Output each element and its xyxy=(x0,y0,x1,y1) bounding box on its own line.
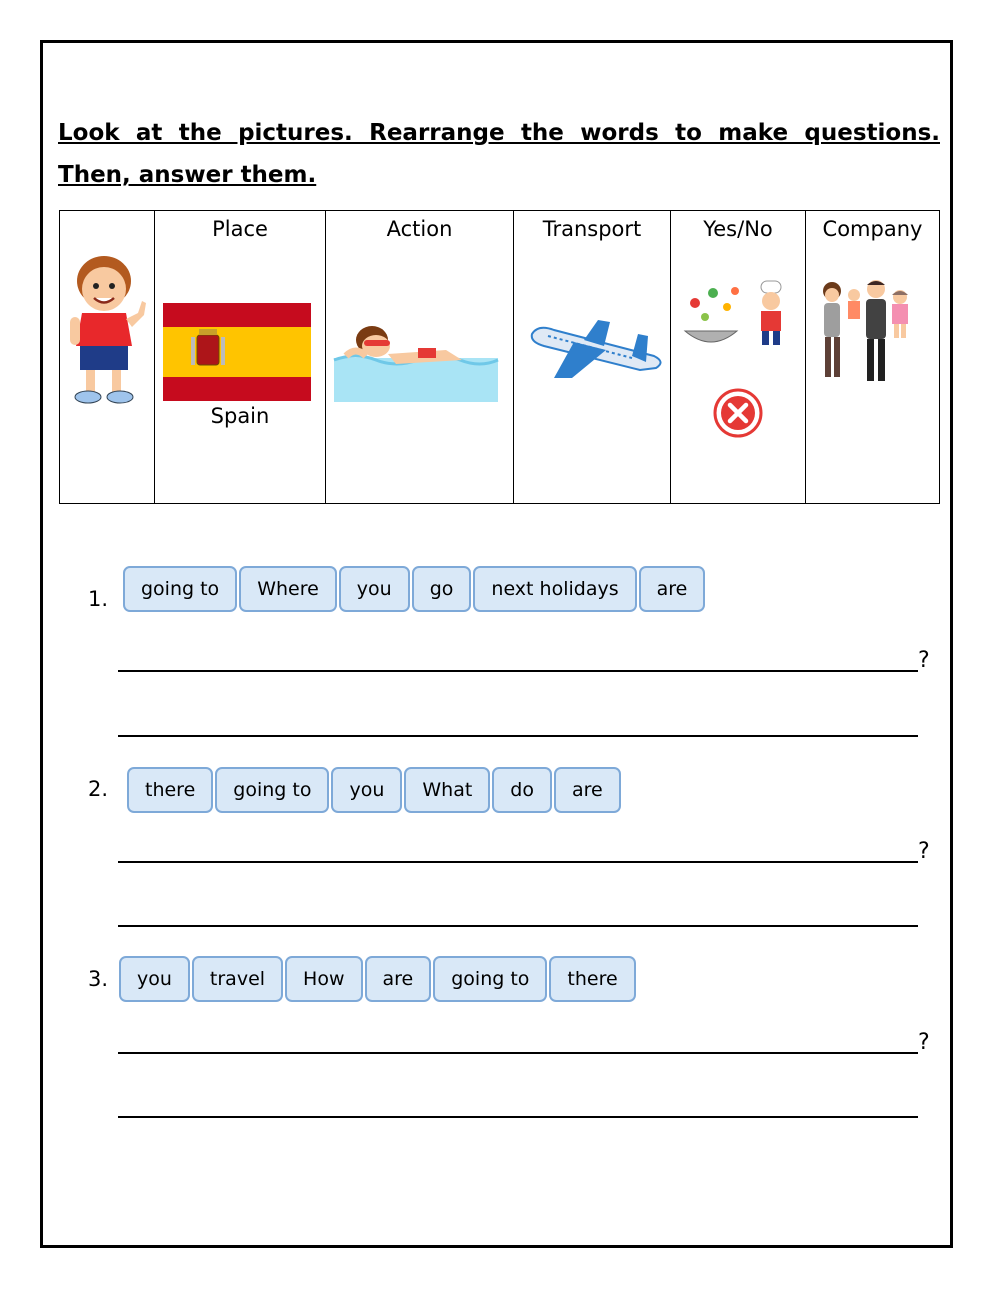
word-tile[interactable]: travel xyxy=(192,956,283,1002)
spain-flag-icon xyxy=(155,301,326,403)
word-tile[interactable]: are xyxy=(365,956,432,1002)
word-tile[interactable]: going to xyxy=(123,566,237,612)
word-tile[interactable]: going to xyxy=(433,956,547,1002)
column-label-yes-no: Yes/No xyxy=(703,217,773,241)
word-tile[interactable]: How xyxy=(285,956,362,1002)
boy-thumbs-up-icon xyxy=(60,241,155,421)
exercise-number: 2. xyxy=(88,777,109,801)
exercise-number: 1. xyxy=(88,587,109,611)
question-answer-line[interactable] xyxy=(118,670,918,672)
answer-line[interactable] xyxy=(118,925,918,927)
question-mark: ? xyxy=(918,1030,930,1055)
word-tile[interactable]: are xyxy=(639,566,706,612)
word-tile[interactable]: you xyxy=(119,956,190,1002)
word-tile[interactable]: go xyxy=(412,566,472,612)
column-label-action: Action xyxy=(386,217,453,241)
action-cell xyxy=(326,211,514,504)
word-tile[interactable]: you xyxy=(339,566,410,612)
red-cross-icon xyxy=(671,387,806,439)
word-tile[interactable]: you xyxy=(331,767,402,813)
airplane-icon xyxy=(514,316,671,386)
word-tiles xyxy=(127,767,621,813)
word-tile[interactable]: Where xyxy=(239,566,337,612)
word-tile[interactable]: there xyxy=(549,956,635,1002)
word-tile[interactable]: What xyxy=(404,767,490,813)
word-tiles xyxy=(119,956,636,1002)
column-label-place: Place xyxy=(212,217,268,241)
answer-line[interactable] xyxy=(118,735,918,737)
yes-no-cell xyxy=(671,211,806,504)
question-mark: ? xyxy=(918,839,930,864)
word-tile[interactable]: there xyxy=(127,767,213,813)
character-cell xyxy=(60,211,155,504)
company-cell xyxy=(806,211,940,504)
question-answer-line[interactable] xyxy=(118,861,918,863)
column-label-transport: Transport xyxy=(542,217,642,241)
transport-cell xyxy=(514,211,671,504)
swimmer-icon xyxy=(326,316,514,406)
place-cell xyxy=(155,211,326,504)
country-caption: Spain xyxy=(210,404,270,428)
instructions: Look at the pictures. Rearrange the words to make questions. Then, answer them. xyxy=(58,120,940,188)
word-tile[interactable]: are xyxy=(554,767,621,813)
question-mark: ? xyxy=(918,648,930,673)
column-label-company: Company xyxy=(822,217,923,241)
word-tile[interactable]: do xyxy=(492,767,552,813)
word-tile[interactable]: going to xyxy=(215,767,329,813)
picture-table xyxy=(59,210,940,504)
family-icon xyxy=(806,277,940,387)
chef-cooking-icon xyxy=(671,273,806,353)
word-tiles xyxy=(123,566,705,612)
answer-line[interactable] xyxy=(118,1116,918,1118)
exercise-number: 3. xyxy=(88,967,109,991)
word-tile[interactable]: next holidays xyxy=(473,566,636,612)
question-answer-line[interactable] xyxy=(118,1052,918,1054)
